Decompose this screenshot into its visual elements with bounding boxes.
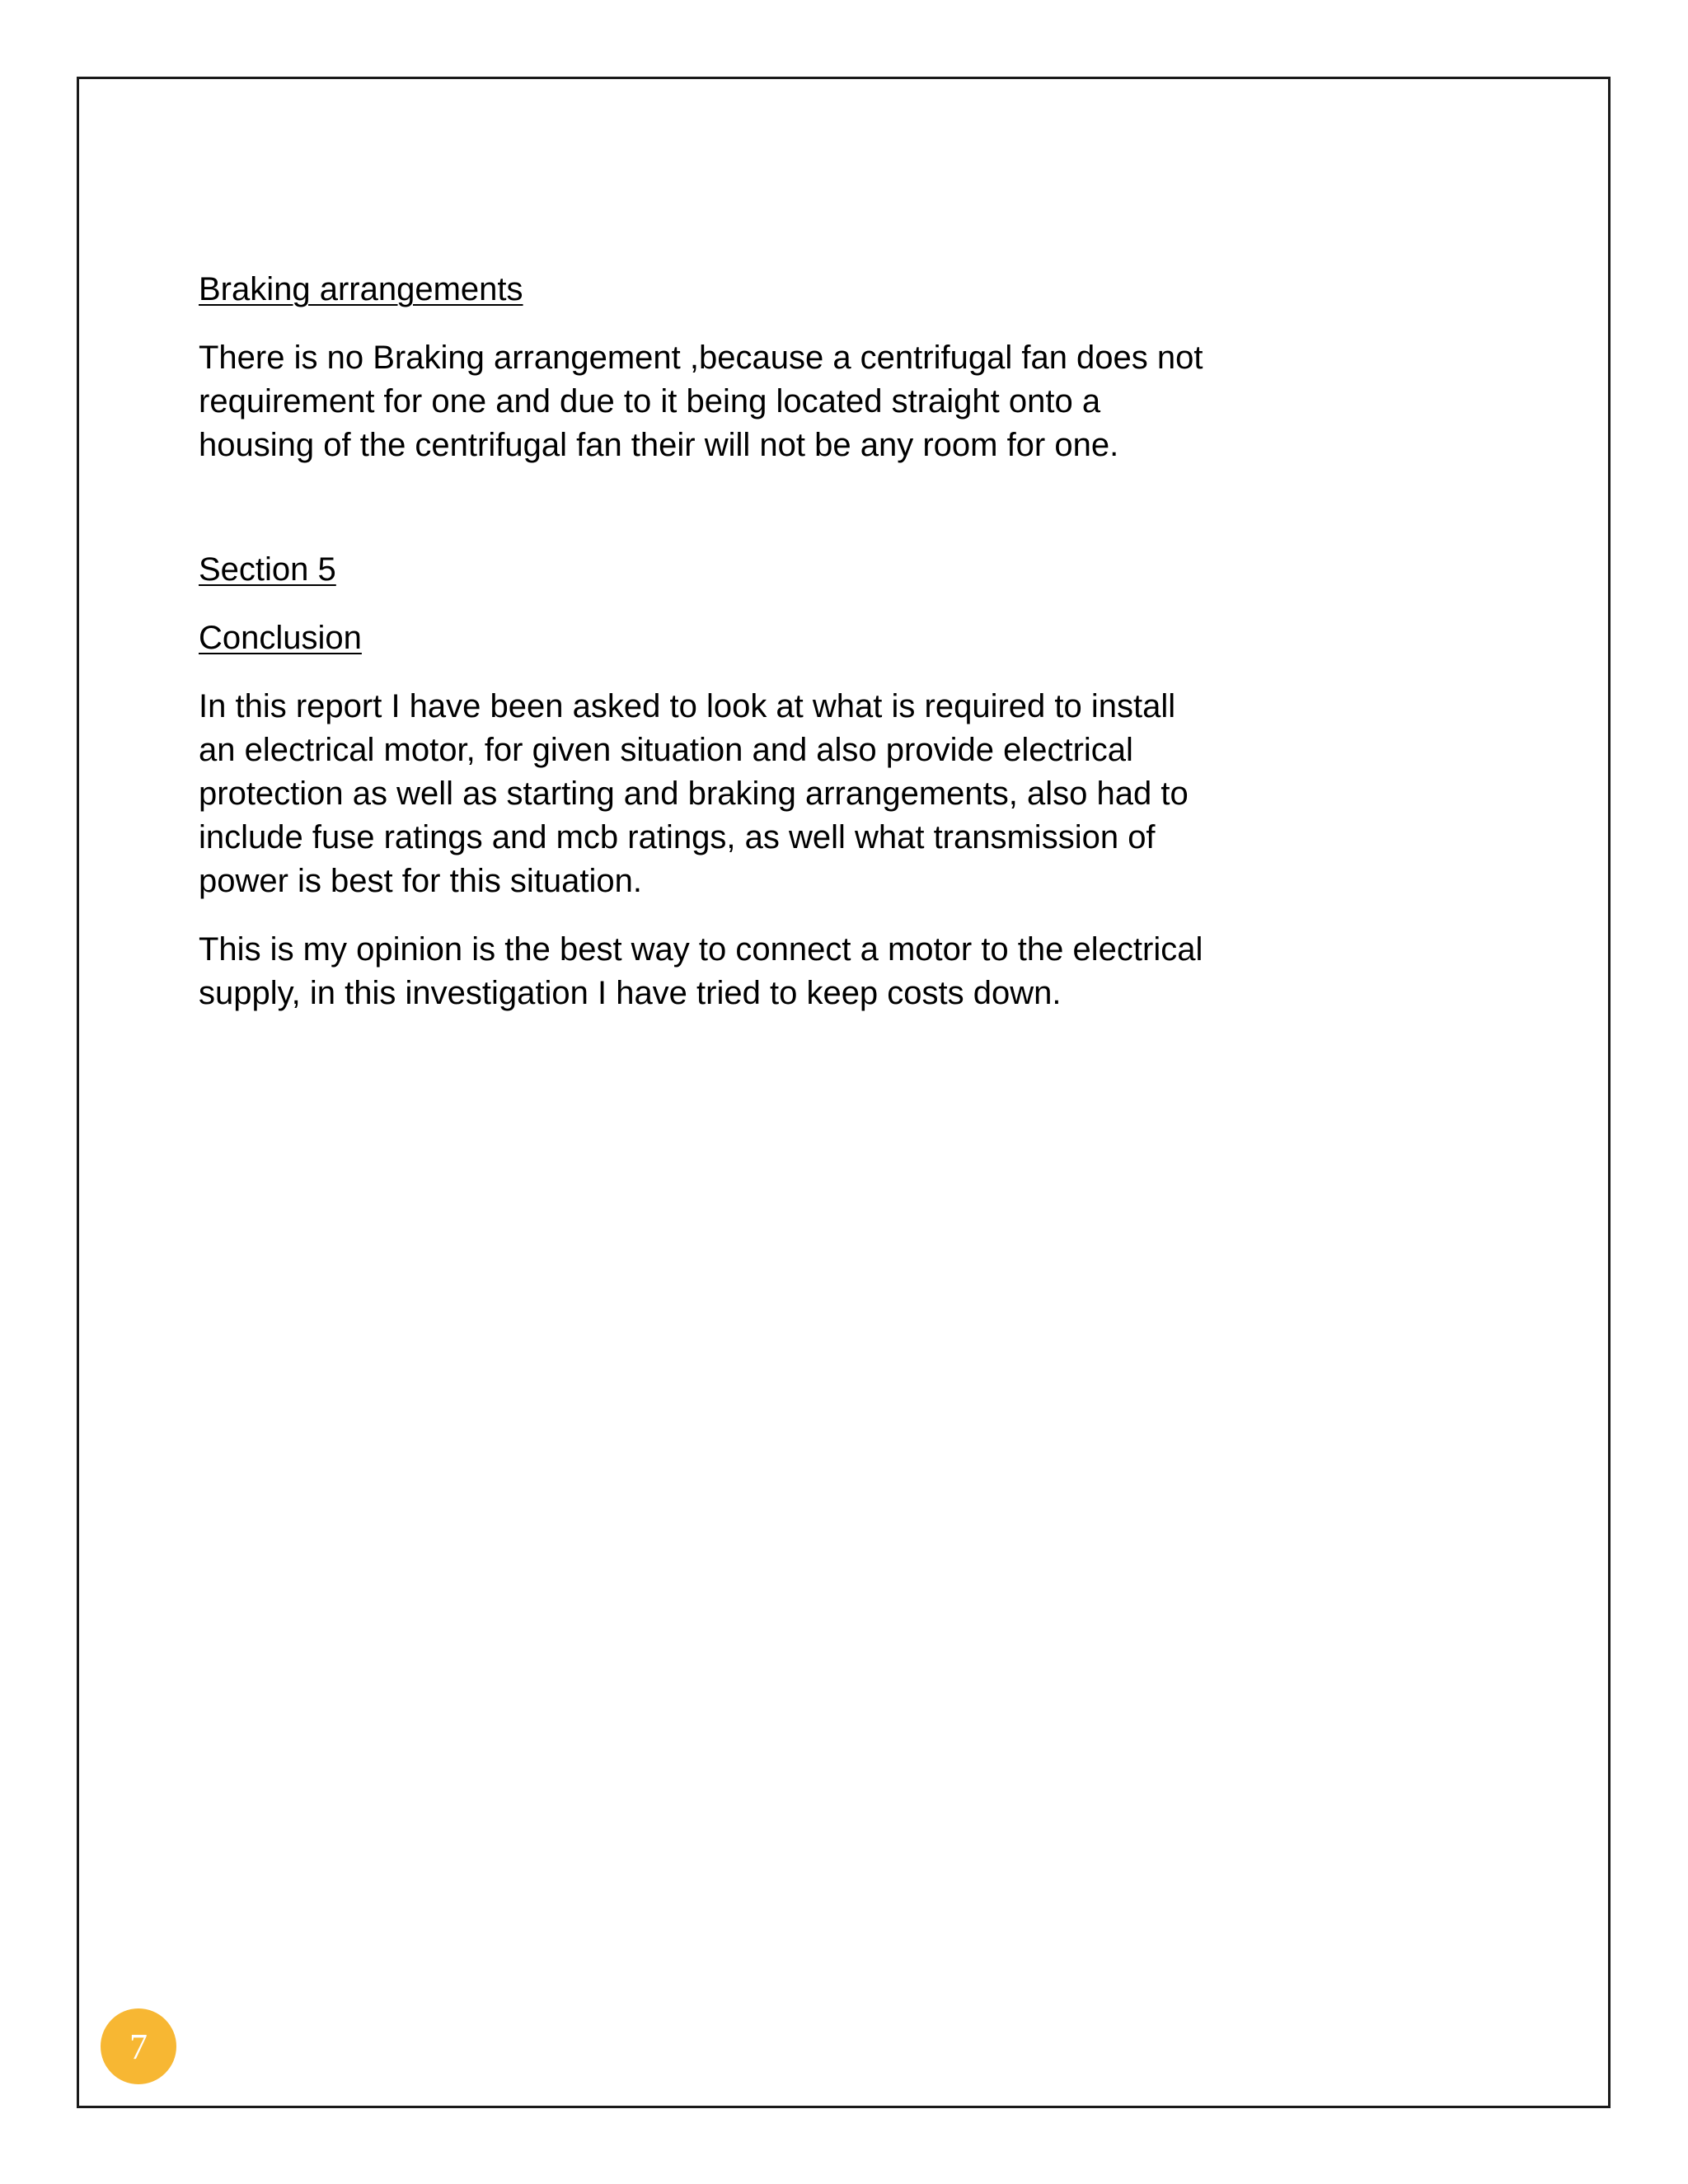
conclusion-paragraph-1: In this report I have been asked to look at what is required to install an electrical motor, for given situation and also provide electrical protection as well as starting and braking arrangements, also had to include fuse ratings and mcb ratings, as well what transmission of power is best for this situation.	[199, 688, 1189, 899]
page-number-badge	[101, 2008, 176, 2084]
braking-paragraph: There is no Braking arrangement ,because a centrifugal fan does not requirement for one and due to it being located straight onto a housing of the centrifugal fan their will not be any room for one.	[199, 340, 1203, 463]
braking-heading: Braking arrangements	[199, 271, 523, 307]
section-gap	[199, 492, 1221, 548]
page-number: 7	[129, 2026, 148, 2067]
section-heading: Section 5	[199, 551, 336, 588]
conclusion-heading: Conclusion	[199, 620, 362, 656]
page-content	[199, 268, 1221, 1040]
conclusion-paragraph-2: This is my opinion is the best way to connect a motor to the electrical supply, in this investigation I have tried to keep costs down.	[199, 931, 1203, 1011]
